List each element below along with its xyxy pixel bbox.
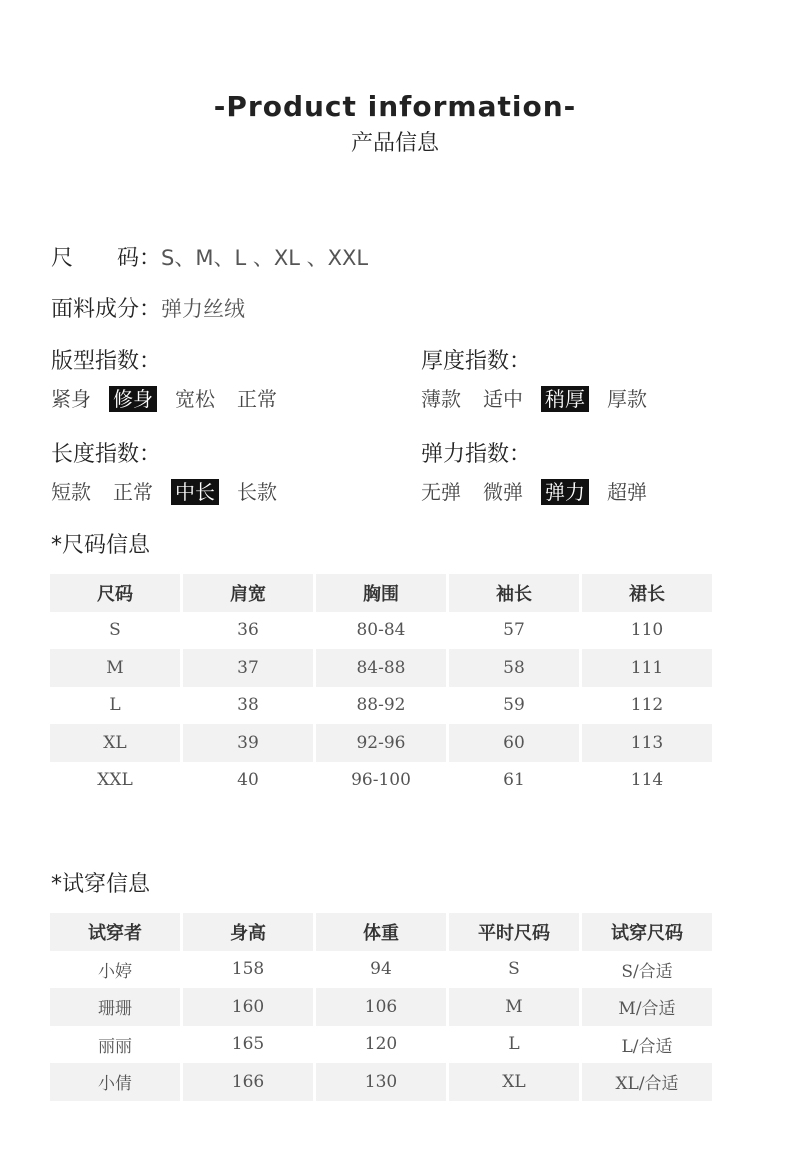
size-table [47,574,715,799]
size-label: 尺 码： [51,246,162,271]
table-cell: 166 [183,1063,313,1101]
fit-index-options [51,386,295,412]
length-index-options [51,479,295,505]
size-values: S、M、L 、XL 、XXL [161,246,369,270]
column-header: 体重 [316,913,446,951]
table-cell: XL/合适 [582,1063,712,1101]
table-cell: 37 [183,649,313,687]
table-row [50,649,712,687]
table-cell: 40 [237,770,259,791]
table-cell: 110 [630,620,664,641]
length-option: 短款 [51,480,91,504]
table-cell: 106 [316,988,446,1026]
length-index-title: 长度指数： [51,442,162,467]
table-cell: 112 [630,695,664,716]
table-cell: 120 [364,1034,398,1055]
table-cell: L/合适 [621,1036,673,1057]
thickness-option: 厚款 [607,387,647,411]
table-cell: 58 [449,649,579,687]
table-cell: 94 [370,959,392,980]
table-cell: 160 [183,988,313,1026]
table-cell: M/合适 [582,988,712,1026]
table-cell: 111 [582,649,712,687]
table-cell: 39 [183,724,313,762]
thickness-index-title: 厚度指数： [421,349,532,374]
table-cell: 165 [231,1034,265,1055]
table-cell: 小倩 [50,1063,180,1101]
fabric-label: 面料成分： [51,297,162,322]
table-cell: S [508,959,520,980]
fit-table [47,913,715,1101]
table-cell: L [508,1034,520,1055]
fit-option-selected: 修身 [109,386,157,412]
fit-table-title: *试穿信息 [51,872,151,897]
elasticity-option: 超弹 [607,480,647,504]
table-cell: 59 [503,695,525,716]
elasticity-option-selected: 弹力 [541,479,589,505]
size-line [51,241,368,272]
fit-option: 正常 [237,387,277,411]
table-cell: S/合适 [621,961,673,982]
table-cell: 丽丽 [98,1036,132,1057]
column-header: 肩宽 [183,574,313,612]
elasticity-index-options [421,479,665,505]
length-option: 长款 [237,480,277,504]
table-cell: XL [449,1063,579,1101]
thickness-option: 薄款 [421,387,461,411]
table-cell: M [50,649,180,687]
table-cell: 84-88 [316,649,446,687]
fit-option: 宽松 [175,387,215,411]
table-cell: 36 [237,620,259,641]
thickness-option: 适中 [483,387,523,411]
table-cell: 小婷 [98,961,132,982]
table-cell: 96-100 [351,770,411,791]
table-cell: 57 [503,620,525,641]
length-option-selected: 中长 [171,479,219,505]
table-row [50,687,712,725]
title-en: -Product information- [213,90,577,123]
fit-option: 紧身 [51,387,91,411]
column-header: 平时尺码 [449,913,579,951]
fabric-value: 弹力丝绒 [161,297,246,321]
table-cell: 130 [316,1063,446,1101]
fit-index-title: 版型指数： [51,349,162,374]
fabric-line [51,292,245,323]
column-header: 尺码 [50,574,180,612]
table-cell: 38 [237,695,259,716]
thickness-index-options [421,386,665,412]
table-cell: 80-84 [356,620,406,641]
table-row [50,612,712,650]
table-cell: 珊珊 [50,988,180,1026]
table-header-row [50,574,712,612]
size-table-title: *尺码信息 [51,533,151,558]
table-row [50,951,712,989]
column-header: 试穿者 [50,913,180,951]
table-cell: L [109,695,121,716]
table-header-row [50,913,712,951]
table-cell: 88-92 [356,695,406,716]
table-cell: M [449,988,579,1026]
table-cell: 158 [231,959,265,980]
table-row [50,988,712,1026]
table-cell: 92-96 [316,724,446,762]
table-cell: XL [50,724,180,762]
column-header: 试穿尺码 [582,913,712,951]
table-cell: XXL [97,770,133,791]
table-cell: 60 [449,724,579,762]
table-cell: 114 [630,770,664,791]
length-option: 正常 [113,480,153,504]
title-cn: 产品信息 [350,131,439,156]
column-header: 裙长 [582,574,712,612]
elasticity-index-title: 弹力指数： [421,442,532,467]
elasticity-option: 无弹 [421,480,461,504]
table-row [50,762,712,800]
elasticity-option: 微弹 [483,480,523,504]
table-row [50,724,712,762]
column-header: 身高 [183,913,313,951]
table-row [50,1026,712,1064]
thickness-option-selected: 稍厚 [541,386,589,412]
table-cell: 113 [582,724,712,762]
table-row [50,1063,712,1101]
table-cell: 61 [503,770,525,791]
table-cell: S [109,620,121,641]
column-header: 胸围 [316,574,446,612]
column-header: 袖长 [449,574,579,612]
